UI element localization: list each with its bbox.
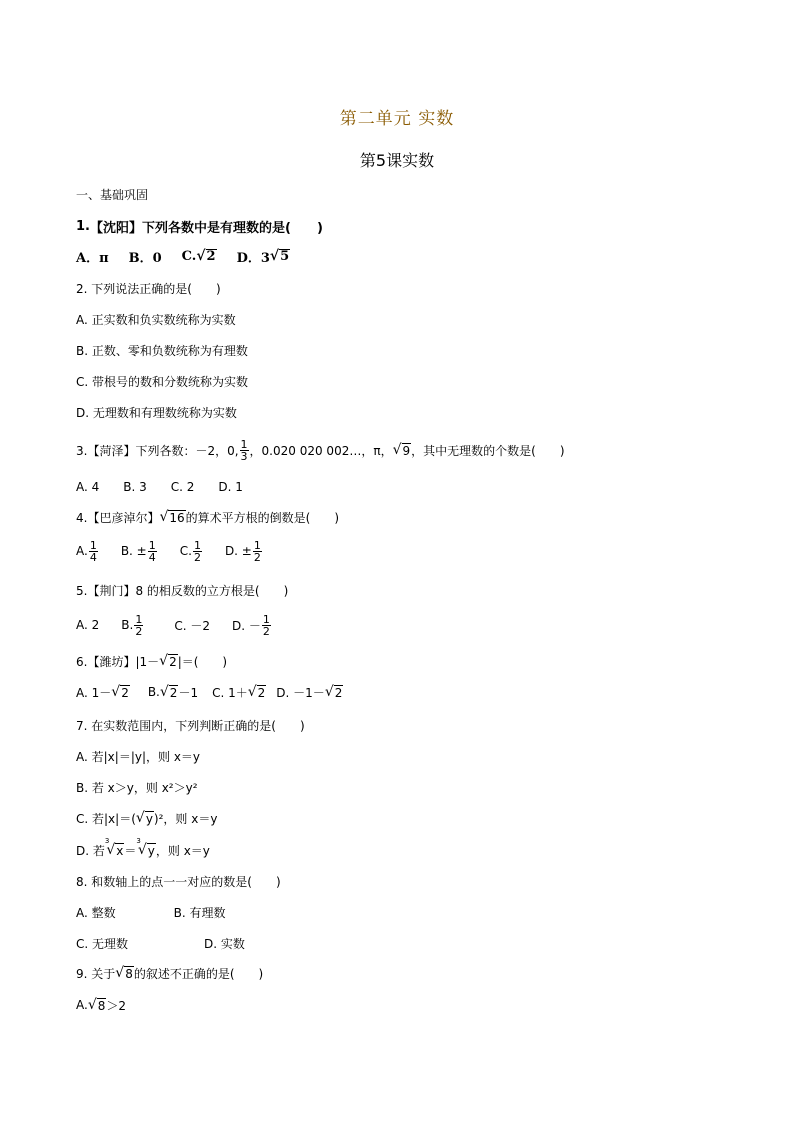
- cube-root-symbol: 3 √ x: [104, 836, 124, 858]
- question-text: 下列各数中是有理数的是( ): [142, 220, 323, 236]
- question-7-option-a: A. 若|x|＝|y|，则 x＝y: [76, 749, 201, 764]
- question-4-options: [76, 538, 263, 564]
- lesson-title: 第5课实数: [359, 151, 435, 170]
- question-5-stem: 5.【荆门】8 的相反数的立方根是( ): [76, 583, 289, 598]
- question-8-stem: 8. 和数轴上的点一一对应的数是( ): [76, 874, 281, 889]
- option-c: C. 无理数: [76, 936, 129, 951]
- section-heading: 一、基础巩固: [76, 187, 149, 202]
- question-6-options: [76, 682, 343, 702]
- fraction: $\frac{1}{3}$: [240, 437, 248, 463]
- option-b: B. √ 2 －1: [147, 683, 199, 700]
- option-d: D. ± $\frac{1}{2}$: [224, 538, 261, 564]
- option-a: A. 整数: [76, 905, 116, 920]
- question-9-option-a: A. √ 8 ＞2: [76, 996, 127, 1013]
- option-b: B. 有理数: [173, 905, 226, 920]
- option-d: D. － $\frac{1}{2}$: [231, 612, 270, 638]
- option-a: A. $\frac{1}{4}$: [76, 538, 97, 564]
- question-3-stem: 3.【菏泽】下列各数：－2，0, $\frac{1}{3}$ ，0.020 020 002…，π， √ 9 ，其中无理数的个数是( ): [76, 437, 565, 463]
- question-6-stem: 6.【潍坊】|1－ √ 2 |＝( ): [76, 652, 228, 669]
- option-c: C. √ 2: [181, 247, 216, 264]
- sqrt-symbol: √ 9: [392, 441, 411, 458]
- option-c: C. $\frac{1}{2}$: [179, 538, 201, 564]
- sqrt-symbol: √ 8: [87, 996, 106, 1013]
- option-d: D．3 √ 5: [236, 247, 290, 266]
- option-b: B．0: [128, 250, 162, 266]
- sqrt-symbol: √ 8: [115, 964, 133, 981]
- question-9-stem: 9. 关于 √ 8 的叙述不正确的是( ): [76, 964, 264, 981]
- option-d: D. －1－ √ 2: [276, 683, 343, 700]
- option-b: B. $\frac{1}{2}$: [121, 612, 143, 638]
- option-d: D. 实数: [204, 936, 245, 951]
- option-a: A．π: [76, 250, 109, 266]
- question-8-options-row2: [76, 933, 245, 953]
- sqrt-symbol: √ 16: [159, 508, 185, 525]
- option-c: C. －2: [174, 618, 210, 633]
- sqrt-symbol: √ 2: [159, 652, 177, 669]
- question-1-stem: [76, 216, 323, 236]
- question-2-option-a: A. 正实数和负实数统称为实数: [76, 312, 236, 327]
- option-b: B. ± $\frac{1}{4}$: [120, 538, 156, 564]
- sqrt-symbol: √ 5: [269, 247, 290, 264]
- question-5-options: [76, 612, 272, 638]
- question-2-option-d: D. 无理数和有理数统称为实数: [76, 405, 237, 420]
- question-number: 1.: [76, 218, 90, 234]
- question-2-option-b: B. 正数、零和负数统称为有理数: [76, 343, 248, 358]
- question-7-stem: 7. 在实数范围内，下列判断正确的是( ): [76, 718, 305, 733]
- question-source: 【沈阳】: [89, 220, 142, 236]
- question-2-stem: 2. 下列说法正确的是( ): [76, 281, 221, 296]
- question-7-option-d: D. 若 3 √ x ＝ 3 √ y ，则 x＝y: [76, 836, 210, 858]
- question-3-options: A. 4 B. 3 C. 2 D. 1: [76, 479, 243, 494]
- question-2-option-c: C. 带根号的数和分数统称为实数: [76, 374, 249, 389]
- sqrt-symbol: √ 2: [196, 247, 216, 264]
- question-8-options-row1: [76, 902, 226, 922]
- sqrt-symbol: √ y: [135, 809, 153, 826]
- option-c: C. 1＋ √ 2: [212, 683, 266, 700]
- question-7-option-b: B. 若 x＞y，则 x²＞y²: [76, 780, 198, 795]
- option-a: A. 2: [76, 618, 100, 632]
- cube-root-symbol: 3 √ y: [136, 836, 155, 858]
- question-7-option-c: C. 若|x|＝( √ y )²，则 x＝y: [76, 809, 218, 826]
- option-a: A. 1－ √ 2: [76, 683, 129, 700]
- question-4-stem: 4.【巴彦淖尔】 √ 16 的算术平方根的倒数是( ): [76, 508, 340, 525]
- question-1-options: [76, 246, 290, 266]
- unit-title: 第二单元 实数: [339, 109, 455, 129]
